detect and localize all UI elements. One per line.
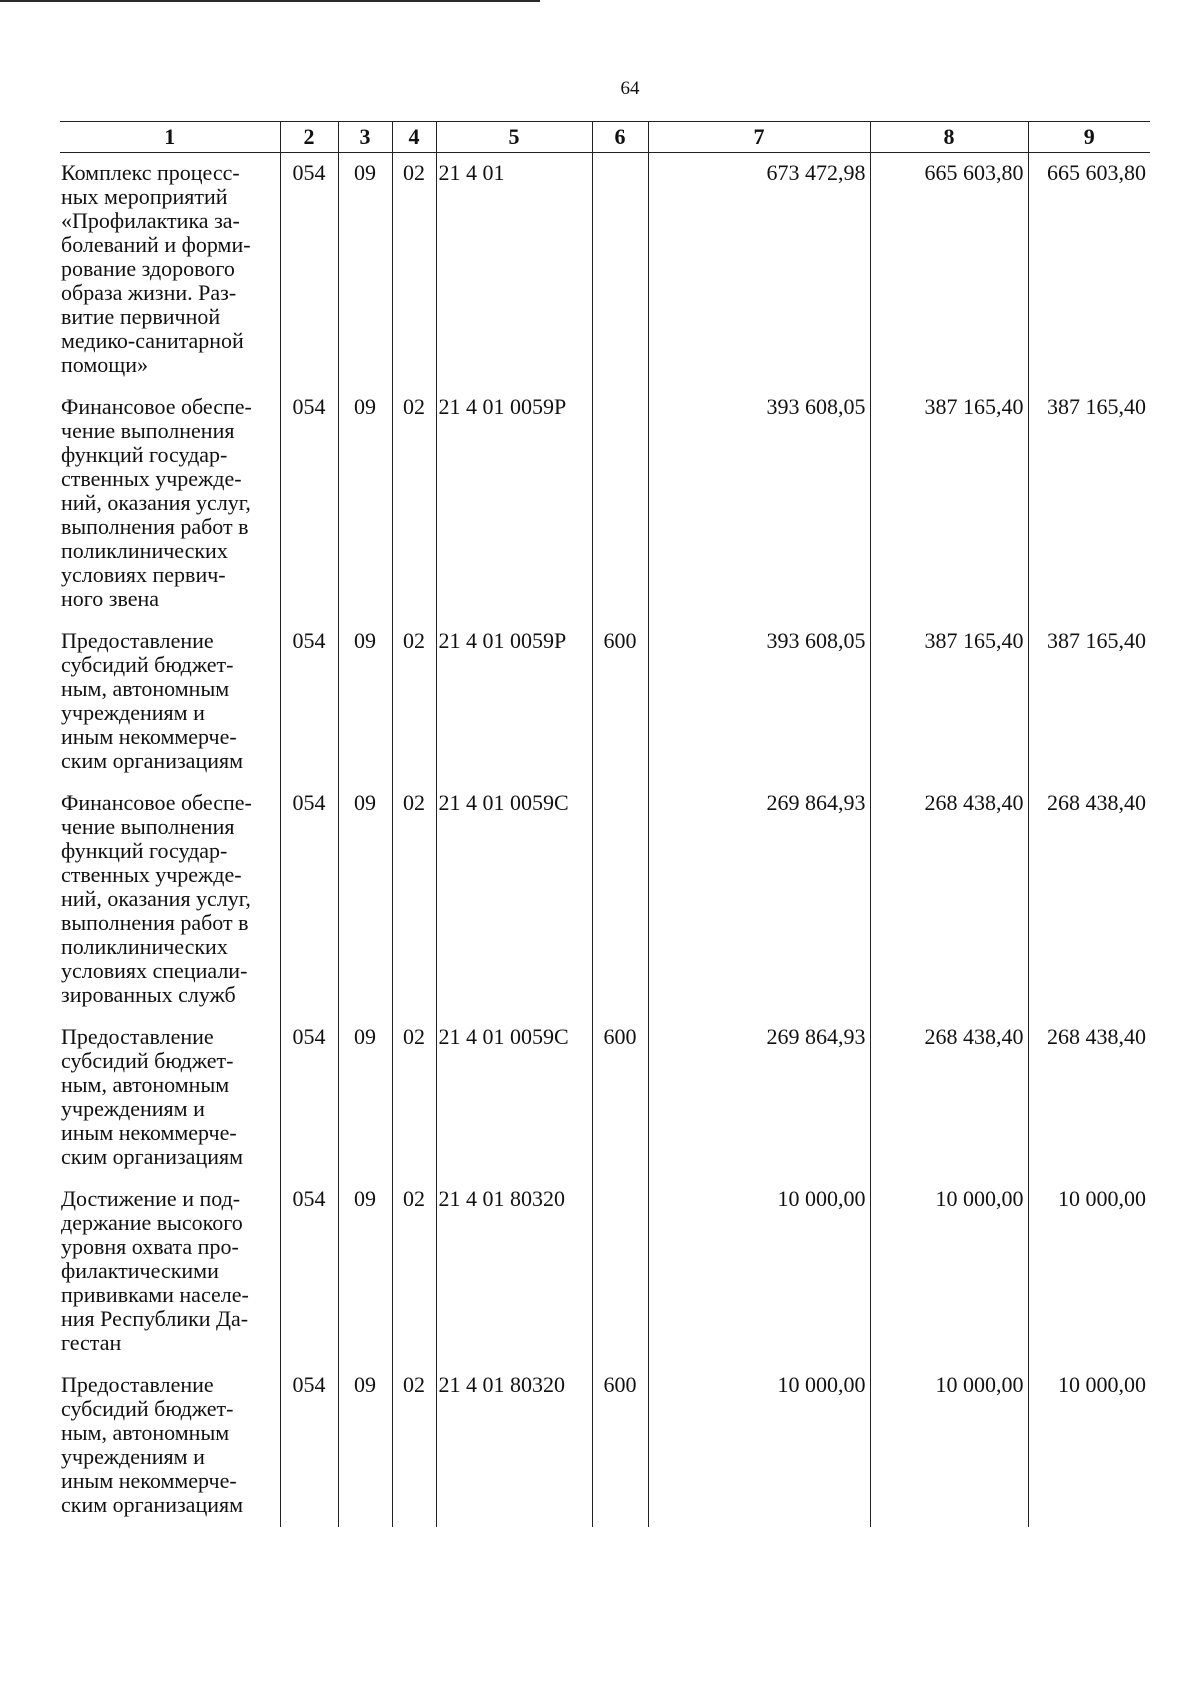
column-header: 8 xyxy=(870,122,1028,153)
amount-col7-cell: 10 000,00 xyxy=(648,1179,870,1365)
gov-code-cell: 054 xyxy=(280,1017,338,1179)
column-header: 9 xyxy=(1028,122,1150,153)
row-name-cell xyxy=(60,1017,280,1179)
row-name-line: ственных учрежде- xyxy=(61,466,242,491)
row-name-line: «Профилактика за- xyxy=(61,208,240,233)
table-row xyxy=(60,783,1150,1017)
row-name-line: зированных служб xyxy=(61,982,236,1007)
row-name-line: иным некоммерче- xyxy=(61,1468,237,1493)
amount-col9-cell: 10 000,00 xyxy=(1028,1179,1150,1365)
amount-col8-cell: 10 000,00 xyxy=(870,1365,1028,1527)
row-name-line: выполнения работ в xyxy=(61,910,249,935)
row-name-line: субсидий бюджет- xyxy=(61,1048,234,1073)
table-body xyxy=(60,153,1150,1528)
target-article-cell: 21 4 01 0059С xyxy=(436,783,592,1017)
amount-col7-cell: 393 608,05 xyxy=(648,621,870,783)
row-name-cell xyxy=(60,621,280,783)
row-name-line: чение выполнения xyxy=(61,418,235,443)
row-name-line: выполнения работ в xyxy=(61,514,249,539)
amount-col7-cell: 10 000,00 xyxy=(648,1365,870,1527)
page-number: 64 xyxy=(620,78,640,99)
row-name-line: Предоставление xyxy=(61,1024,214,1049)
expense-type-cell: 600 xyxy=(592,1017,648,1179)
row-name-line: Достижение и под- xyxy=(61,1186,241,1211)
amount-col8-cell: 268 438,40 xyxy=(870,1017,1028,1179)
subsection-cell: 02 xyxy=(392,1179,436,1365)
section-cell: 09 xyxy=(338,1179,392,1365)
row-name-line: Финансовое обеспе- xyxy=(61,790,252,815)
table-header-row xyxy=(60,122,1150,153)
gov-code-cell: 054 xyxy=(280,783,338,1017)
column-header: 6 xyxy=(592,122,648,153)
row-name-line: ных мероприятий xyxy=(61,184,228,209)
row-name-line: уровня охвата про- xyxy=(61,1234,239,1259)
gov-code-cell: 054 xyxy=(280,1365,338,1527)
row-name-line: чение выполнения xyxy=(61,814,235,839)
table-row xyxy=(60,1017,1150,1179)
row-name-line: ного звена xyxy=(61,586,160,611)
row-name-line: рование здорового xyxy=(61,256,235,281)
row-name-line: условиях первич- xyxy=(61,562,226,587)
expense-type-cell xyxy=(592,1179,648,1365)
amount-col8-cell: 665 603,80 xyxy=(870,153,1028,388)
gov-code-cell: 054 xyxy=(280,387,338,621)
target-article-cell: 21 4 01 0059С xyxy=(436,1017,592,1179)
gov-code-cell: 054 xyxy=(280,621,338,783)
column-header: 7 xyxy=(648,122,870,153)
amount-col9-cell: 268 438,40 xyxy=(1028,783,1150,1017)
row-name-line: условиях специали- xyxy=(61,958,248,983)
row-name-line: Предоставление xyxy=(61,628,214,653)
row-name-line: ным, автономным xyxy=(61,1420,230,1445)
target-article-cell: 21 4 01 80320 xyxy=(436,1365,592,1527)
row-name-line: ным, автономным xyxy=(61,1072,230,1097)
expense-type-cell: 600 xyxy=(592,621,648,783)
row-name-line: медико-санитарной xyxy=(61,328,244,353)
target-article-cell: 21 4 01 80320 xyxy=(436,1179,592,1365)
column-header: 3 xyxy=(338,122,392,153)
expense-type-cell xyxy=(592,153,648,388)
amount-col8-cell: 268 438,40 xyxy=(870,783,1028,1017)
subsection-cell: 02 xyxy=(392,153,436,388)
amount-col9-cell: 665 603,80 xyxy=(1028,153,1150,388)
amount-col9-cell: 387 165,40 xyxy=(1028,621,1150,783)
row-name-line: помощи» xyxy=(61,352,148,377)
row-name-line: ний, оказания услуг, xyxy=(61,490,251,515)
row-name-line: болеваний и форми- xyxy=(61,232,251,257)
table-row xyxy=(60,1365,1150,1527)
row-name-line: ским организациям xyxy=(61,748,244,773)
expense-type-cell xyxy=(592,783,648,1017)
row-name-cell xyxy=(60,153,280,388)
gov-code-cell: 054 xyxy=(280,1179,338,1365)
budget-table xyxy=(60,121,1150,1527)
amount-col7-cell: 393 608,05 xyxy=(648,387,870,621)
subsection-cell: 02 xyxy=(392,783,436,1017)
table-row xyxy=(60,621,1150,783)
row-name-line: ний, оказания услуг, xyxy=(61,886,251,911)
table-row xyxy=(60,153,1150,388)
row-name-line: Предоставление xyxy=(61,1372,214,1397)
amount-col8-cell: 10 000,00 xyxy=(870,1179,1028,1365)
section-cell: 09 xyxy=(338,387,392,621)
amount-col7-cell: 269 864,93 xyxy=(648,783,870,1017)
row-name-line: поликлинических xyxy=(61,538,228,563)
row-name-line: ственных учрежде- xyxy=(61,862,242,887)
row-name-line: прививками населе- xyxy=(61,1282,249,1307)
gov-code-cell: 054 xyxy=(280,153,338,388)
row-name-line: держание высокого xyxy=(61,1210,243,1235)
row-name-line: субсидий бюджет- xyxy=(61,1396,234,1421)
row-name-line: витие первичной xyxy=(61,304,221,329)
section-cell: 09 xyxy=(338,783,392,1017)
expense-type-cell xyxy=(592,387,648,621)
column-header: 2 xyxy=(280,122,338,153)
amount-col9-cell: 268 438,40 xyxy=(1028,1017,1150,1179)
amount-col9-cell: 10 000,00 xyxy=(1028,1365,1150,1527)
subsection-cell: 02 xyxy=(392,621,436,783)
target-article-cell: 21 4 01 0059Р xyxy=(436,621,592,783)
column-header: 1 xyxy=(60,122,280,153)
row-name-line: Комплекс процесс- xyxy=(61,160,240,185)
row-name-cell xyxy=(60,783,280,1017)
amount-col8-cell: 387 165,40 xyxy=(870,387,1028,621)
section-cell: 09 xyxy=(338,621,392,783)
column-header: 4 xyxy=(392,122,436,153)
table-row xyxy=(60,387,1150,621)
row-name-line: субсидий бюджет- xyxy=(61,652,234,677)
subsection-cell: 02 xyxy=(392,1017,436,1179)
amount-col7-cell: 269 864,93 xyxy=(648,1017,870,1179)
column-header: 5 xyxy=(436,122,592,153)
amount-col9-cell: 387 165,40 xyxy=(1028,387,1150,621)
row-name-line: ским организациям xyxy=(61,1144,244,1169)
target-article-cell: 21 4 01 0059Р xyxy=(436,387,592,621)
row-name-line: иным некоммерче- xyxy=(61,724,237,749)
amount-col8-cell: 387 165,40 xyxy=(870,621,1028,783)
row-name-cell xyxy=(60,1365,280,1527)
row-name-line: поликлинических xyxy=(61,934,228,959)
scan-top-rule xyxy=(0,0,540,2)
section-cell: 09 xyxy=(338,153,392,388)
row-name-line: функций государ- xyxy=(61,838,228,863)
row-name-line: ским организациям xyxy=(61,1492,244,1517)
amount-col7-cell: 673 472,98 xyxy=(648,153,870,388)
row-name-line: иным некоммерче- xyxy=(61,1120,237,1145)
row-name-cell xyxy=(60,1179,280,1365)
row-name-line: ным, автономным xyxy=(61,676,230,701)
table-row xyxy=(60,1179,1150,1365)
subsection-cell: 02 xyxy=(392,387,436,621)
subsection-cell: 02 xyxy=(392,1365,436,1527)
row-name-line: функций государ- xyxy=(61,442,228,467)
row-name-line: Финансовое обеспе- xyxy=(61,394,252,419)
expense-type-cell: 600 xyxy=(592,1365,648,1527)
section-cell: 09 xyxy=(338,1365,392,1527)
row-name-line: ния Республики Да- xyxy=(61,1306,249,1331)
row-name-line: учреждениям и xyxy=(61,1444,205,1469)
row-name-line: гестан xyxy=(61,1330,122,1355)
row-name-line: филактическими xyxy=(61,1258,219,1283)
section-cell: 09 xyxy=(338,1017,392,1179)
row-name-line: образа жизни. Раз- xyxy=(61,280,237,305)
row-name-line: учреждениям и xyxy=(61,700,205,725)
row-name-line: учреждениям и xyxy=(61,1096,205,1121)
target-article-cell: 21 4 01 xyxy=(436,153,592,388)
row-name-cell xyxy=(60,387,280,621)
